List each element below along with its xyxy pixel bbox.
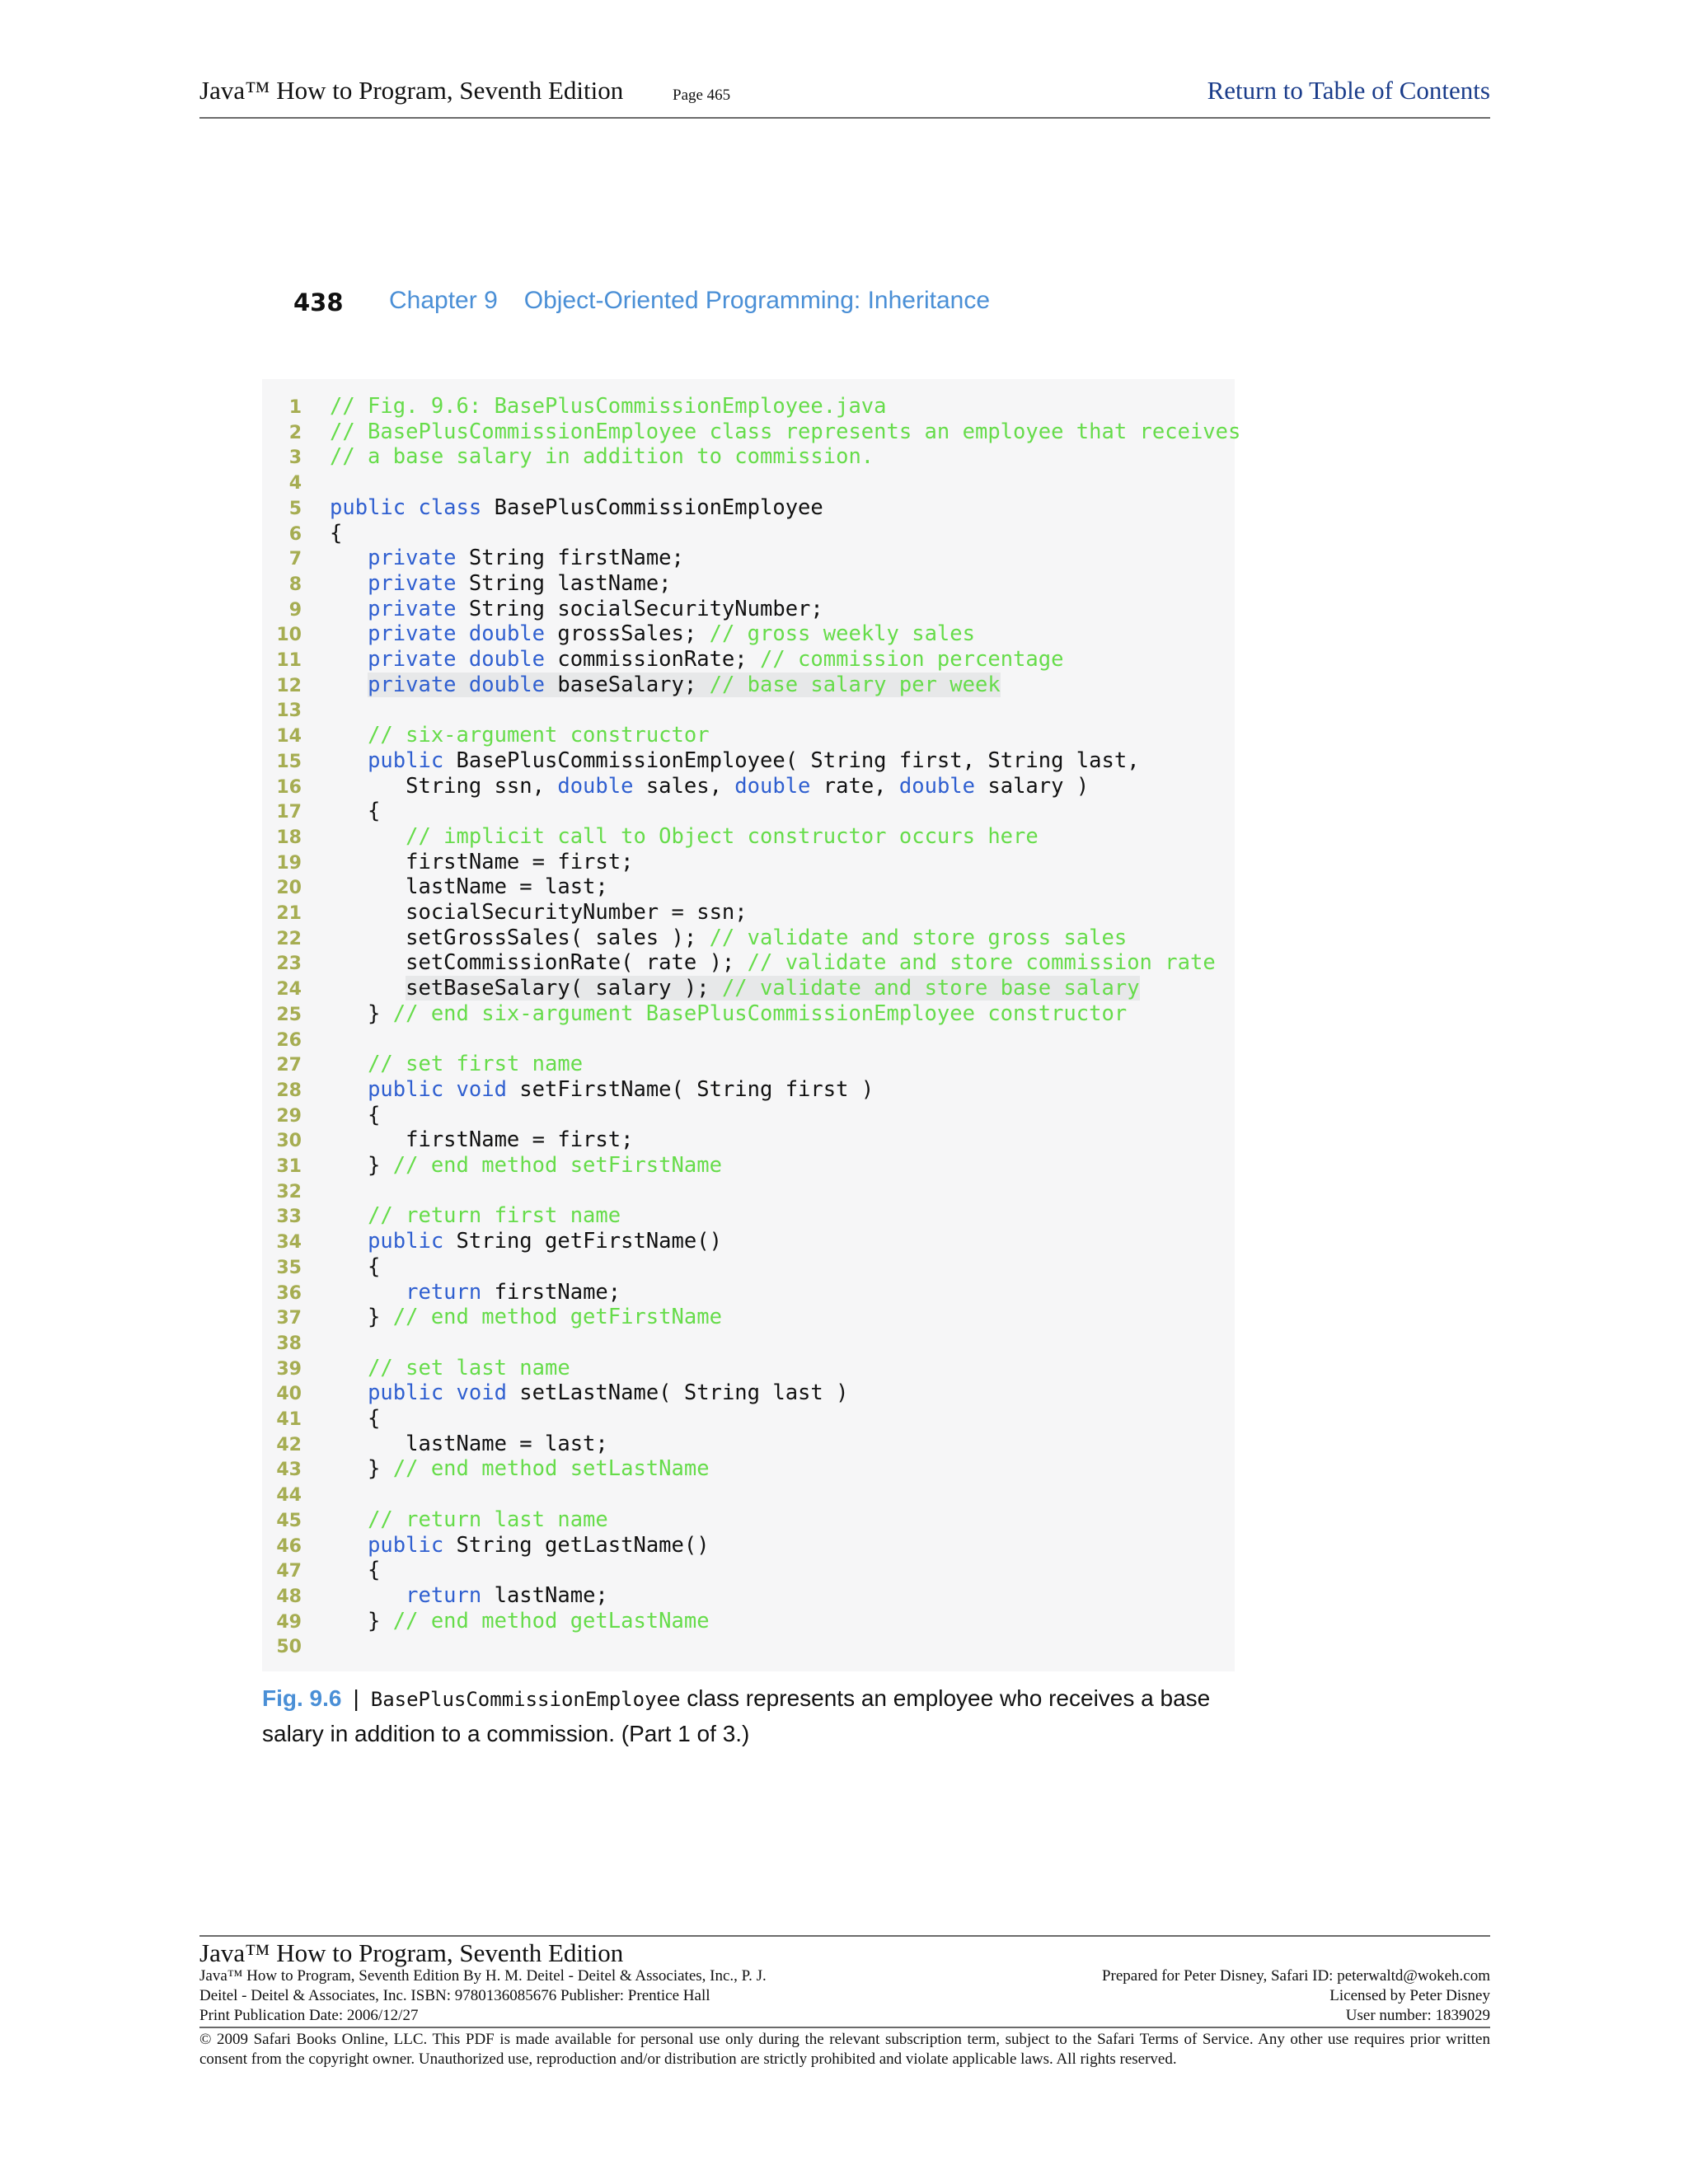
code-text <box>330 673 368 697</box>
code-text: lastName = last; <box>330 874 608 900</box>
code-text <box>330 1077 368 1102</box>
code-keyword: return <box>406 1279 482 1305</box>
code-line <box>262 1280 621 1305</box>
code-text <box>330 1583 406 1608</box>
code-text <box>330 1507 368 1532</box>
chapter-heading <box>389 287 990 315</box>
code-comment: // end six-argument BasePlusCommissionEmployee constructor <box>392 1001 1128 1026</box>
code-line <box>262 394 887 419</box>
line-number: 35 <box>276 1257 302 1278</box>
line-number: 5 <box>288 498 302 519</box>
code-text: String getLastName() <box>443 1532 710 1558</box>
line-number: 33 <box>276 1207 302 1228</box>
code-comment: // end method getLastName <box>392 1608 710 1633</box>
code-keyword: double <box>734 773 811 799</box>
code-line <box>262 1305 722 1330</box>
code-text <box>330 647 368 672</box>
code-text <box>330 546 368 570</box>
code-keyword: private double <box>368 672 545 697</box>
code-line <box>262 1179 330 1204</box>
code-comment: // end method setFirstName <box>392 1153 722 1178</box>
line-number: 37 <box>276 1308 302 1329</box>
line-number: 24 <box>276 979 302 1001</box>
line-number: 44 <box>276 1485 302 1507</box>
line-number: 8 <box>288 574 302 595</box>
line-number: 2 <box>288 422 302 443</box>
code-comment: // validate and store commission rate <box>747 950 1216 976</box>
code-text <box>330 621 368 646</box>
line-number: 23 <box>276 954 302 975</box>
line-number: 28 <box>276 1080 302 1101</box>
page-header <box>199 76 1490 119</box>
code-line <box>262 1633 330 1659</box>
code-line <box>262 799 380 824</box>
code-text: setBaseSalary( salary ); <box>406 976 722 1001</box>
line-number: 21 <box>276 903 302 924</box>
code-line <box>262 976 1140 1001</box>
code-keyword: double <box>898 773 976 799</box>
code-line <box>262 926 1127 951</box>
page-footer <box>199 1935 1490 2068</box>
code-line <box>262 647 1063 673</box>
line-number: 6 <box>288 523 302 545</box>
code-line <box>262 1558 380 1583</box>
code-line <box>262 1583 608 1609</box>
code-text: firstName = first; <box>330 1127 634 1153</box>
code-text: salary ) <box>975 773 1090 799</box>
line-number: 18 <box>276 827 302 848</box>
code-line <box>262 1609 710 1634</box>
code-comment: // set last name <box>368 1355 570 1380</box>
code-line <box>262 1406 380 1432</box>
code-text <box>330 976 406 1001</box>
code-text: } <box>330 1305 393 1330</box>
code-keyword: double <box>557 773 634 799</box>
code-line <box>262 546 684 571</box>
line-number: 29 <box>276 1105 302 1127</box>
line-number: 7 <box>288 549 302 570</box>
code-text: lastName = last; <box>330 1431 608 1456</box>
code-line <box>262 1330 330 1356</box>
code-line <box>262 1027 330 1052</box>
code-comment: // implicit call to Object constructor occurs here <box>406 823 1039 849</box>
line-number: 46 <box>276 1535 302 1557</box>
code-line <box>262 521 342 546</box>
code-keyword: private double <box>368 647 545 672</box>
line-number: 50 <box>276 1637 302 1658</box>
code-text: } <box>330 1153 393 1178</box>
code-text <box>330 1203 368 1228</box>
code-text: String getFirstName() <box>443 1229 722 1254</box>
code-text <box>330 1229 368 1254</box>
code-line <box>262 621 975 647</box>
code-text: setLastName( String last ) <box>506 1380 849 1406</box>
code-line <box>262 900 748 926</box>
line-number: 48 <box>276 1586 302 1607</box>
code-listing <box>262 379 1241 1671</box>
code-text: setGrossSales( sales ); <box>330 925 710 950</box>
code-keyword: public class <box>330 494 482 520</box>
chapter-number: Chapter 9 <box>389 287 498 314</box>
code-keyword: return <box>406 1582 482 1608</box>
line-number: 11 <box>276 650 302 671</box>
code-text: } <box>330 1608 393 1633</box>
code-text: commissionRate; <box>545 647 760 672</box>
line-number: 3 <box>288 448 302 469</box>
footer-license-info <box>1102 1966 1490 2026</box>
code-comment: // Fig. 9.6: BasePlusCommissionEmployee.java <box>330 394 887 419</box>
code-text: firstName = first; <box>330 849 634 874</box>
line-number: 49 <box>276 1611 302 1633</box>
code-text: BasePlusCommissionEmployee( String first, String last, <box>443 748 1140 773</box>
code-line <box>262 723 710 748</box>
line-number: 13 <box>276 701 302 722</box>
line-number: 15 <box>276 751 302 772</box>
return-to-toc-link[interactable]: Return to Table of Contents <box>1207 76 1490 105</box>
code-text: } <box>330 1001 393 1026</box>
code-text: { <box>330 1406 381 1431</box>
code-line <box>262 874 608 900</box>
code-line <box>262 1001 1127 1027</box>
footer-left-line: Print Publication Date: 2006/12/27 <box>199 2007 419 2024</box>
code-text: rate, <box>810 773 899 799</box>
code-comment: // gross weekly sales <box>709 621 975 647</box>
code-line <box>262 1077 874 1103</box>
line-number: 26 <box>276 1029 302 1051</box>
code-line <box>262 1456 710 1482</box>
code-comment: // return last name <box>368 1507 608 1532</box>
line-number: 40 <box>276 1384 302 1405</box>
code-line <box>262 1127 633 1153</box>
code-comment: // BasePlusCommissionEmployee class represents an employee that receives <box>330 419 1241 444</box>
book-page-number: 438 <box>293 288 344 316</box>
code-comment: // validate and store base salary <box>721 976 1140 1001</box>
code-line <box>262 748 1140 774</box>
code-text <box>330 571 368 596</box>
code-text: baseSalary; <box>545 672 710 697</box>
code-text <box>330 1052 368 1076</box>
code-text: String firstName; <box>456 546 684 571</box>
footer-right-line: User number: 1839029 <box>1345 2007 1490 2024</box>
code-line <box>262 571 672 597</box>
book-title: Java™ How to Program, Seventh Edition <box>199 76 624 105</box>
code-text: { <box>330 520 343 546</box>
code-keyword: private <box>368 546 457 571</box>
code-text: { <box>330 799 381 824</box>
code-keyword: public <box>368 748 444 773</box>
code-line <box>262 1432 608 1457</box>
code-comment: // commission percentage <box>760 647 1064 672</box>
code-text: { <box>330 1558 381 1583</box>
code-text: socialSecurityNumber = ssn; <box>330 900 748 925</box>
code-line <box>262 597 823 622</box>
line-number: 17 <box>276 802 302 823</box>
code-text <box>330 824 406 849</box>
code-comment: // end method getFirstName <box>392 1305 722 1330</box>
page-label: Page 465 <box>673 87 731 104</box>
code-line <box>262 1229 722 1254</box>
code-line <box>262 1052 583 1077</box>
code-line <box>262 824 1039 850</box>
code-keyword: public void <box>368 1380 507 1406</box>
caption-class-name: BasePlusCommissionEmployee <box>370 1688 681 1711</box>
code-line <box>262 1254 380 1280</box>
code-text: String ssn, <box>330 773 558 799</box>
line-number: 4 <box>288 473 302 494</box>
code-line <box>262 1533 710 1558</box>
line-number: 39 <box>276 1358 302 1380</box>
code-line <box>262 495 823 521</box>
line-number: 31 <box>276 1156 302 1177</box>
code-text: lastName; <box>481 1582 608 1608</box>
code-line <box>262 1103 380 1128</box>
code-text: grossSales; <box>545 621 710 647</box>
code-line <box>262 470 330 495</box>
code-line <box>262 1153 722 1179</box>
line-number: 43 <box>276 1460 302 1481</box>
code-text <box>330 1533 368 1558</box>
code-text: BasePlusCommissionEmployee <box>481 494 823 520</box>
code-text: setCommissionRate( rate ); <box>330 950 748 976</box>
line-number: 16 <box>276 776 302 798</box>
footer-right-line: Licensed by Peter Disney <box>1329 1987 1490 2004</box>
line-number: 27 <box>276 1055 302 1076</box>
code-keyword: private <box>368 570 457 596</box>
line-number: 38 <box>276 1333 302 1354</box>
code-line <box>262 444 874 470</box>
code-line <box>262 1507 608 1533</box>
line-number: 9 <box>288 599 302 621</box>
code-line <box>262 697 330 723</box>
code-text <box>330 1380 368 1405</box>
code-text <box>330 723 368 748</box>
footer-book-title: Java™ How to Program, Seventh Edition <box>199 1938 624 1967</box>
line-number: 22 <box>276 928 302 949</box>
code-line <box>262 774 1089 799</box>
code-line <box>262 673 1001 698</box>
line-number: 47 <box>276 1561 302 1582</box>
code-text: } <box>330 1456 393 1482</box>
code-comment: // a base salary in addition to commission. <box>330 444 874 470</box>
footer-publication-info <box>199 1966 767 2026</box>
line-number: 41 <box>276 1409 302 1430</box>
figure-caption <box>262 1681 1235 1750</box>
footer-left-line: Java™ How to Program, Seventh Edition By H. M. Deitel - Deitel & Associates, Inc., P. J. <box>199 1967 767 1985</box>
code-keyword: public <box>368 1532 444 1558</box>
code-comment: // validate and store gross sales <box>709 925 1128 950</box>
line-number: 34 <box>276 1232 302 1254</box>
code-text: { <box>330 1102 381 1127</box>
code-line <box>262 1380 848 1406</box>
code-comment: // end method setLastName <box>392 1456 710 1482</box>
code-text: String lastName; <box>456 570 672 596</box>
line-number: 20 <box>276 878 302 899</box>
code-text: String socialSecurityNumber; <box>456 596 823 621</box>
code-text <box>330 1356 368 1380</box>
caption-separator: | <box>353 1685 359 1711</box>
caption-text: class represents an employee who receives a base salary in addition to a commission. (Part 1 of 3.) <box>262 1685 1211 1746</box>
code-comment: // return first name <box>368 1203 621 1229</box>
code-text: sales, <box>633 773 735 799</box>
code-text: setFirstName( String first ) <box>506 1076 874 1102</box>
line-number: 30 <box>276 1131 302 1152</box>
line-number: 14 <box>276 726 302 748</box>
code-keyword: private double <box>368 621 545 647</box>
line-number: 19 <box>276 852 302 874</box>
copyright-notice: © 2009 Safari Books Online, LLC. This PDF is made available for personal use only during the relevant subscription term, subject to the Safari Terms of Service. Any other use requires prior written consent from the copyright owner. Unauthorized use, reproduction and/or distribution are strictly prohibited and violate applicable laws. All rights reserved. <box>199 2027 1490 2069</box>
code-comment: // six-argument constructor <box>368 723 710 748</box>
code-text: firstName; <box>481 1279 621 1305</box>
footer-right-line: Prepared for Peter Disney, Safari ID: peterwaltd@wokeh.com <box>1101 1967 1490 1985</box>
footer-left-line: Deitel - Deitel & Associates, Inc. ISBN: 9780136085676 Publisher: Prentice Hall <box>199 1987 710 2004</box>
chapter-title: Object-Oriented Programming: Inheritance <box>523 287 991 314</box>
code-comment: // base salary per week <box>709 672 1001 697</box>
code-keyword: private <box>368 596 457 621</box>
code-keyword: public <box>368 1229 444 1254</box>
code-line <box>262 1203 621 1229</box>
figure-label: Fig. 9.6 <box>262 1685 342 1711</box>
code-line <box>262 850 633 875</box>
code-text <box>330 748 368 773</box>
line-number: 12 <box>276 675 302 696</box>
code-comment: // set first name <box>368 1052 584 1077</box>
code-line <box>262 419 1240 445</box>
line-number: 45 <box>276 1510 302 1531</box>
line-number: 32 <box>276 1181 302 1202</box>
code-keyword: public void <box>368 1076 507 1102</box>
line-number: 10 <box>276 625 302 646</box>
code-text: { <box>330 1254 381 1279</box>
line-number: 25 <box>276 1004 302 1025</box>
line-number: 36 <box>276 1282 302 1304</box>
code-line <box>262 950 1216 976</box>
line-number: 1 <box>288 397 302 418</box>
code-line <box>262 1356 570 1381</box>
line-number: 42 <box>276 1434 302 1455</box>
code-line <box>262 1482 330 1507</box>
code-text <box>330 1280 406 1305</box>
code-text <box>330 597 368 621</box>
